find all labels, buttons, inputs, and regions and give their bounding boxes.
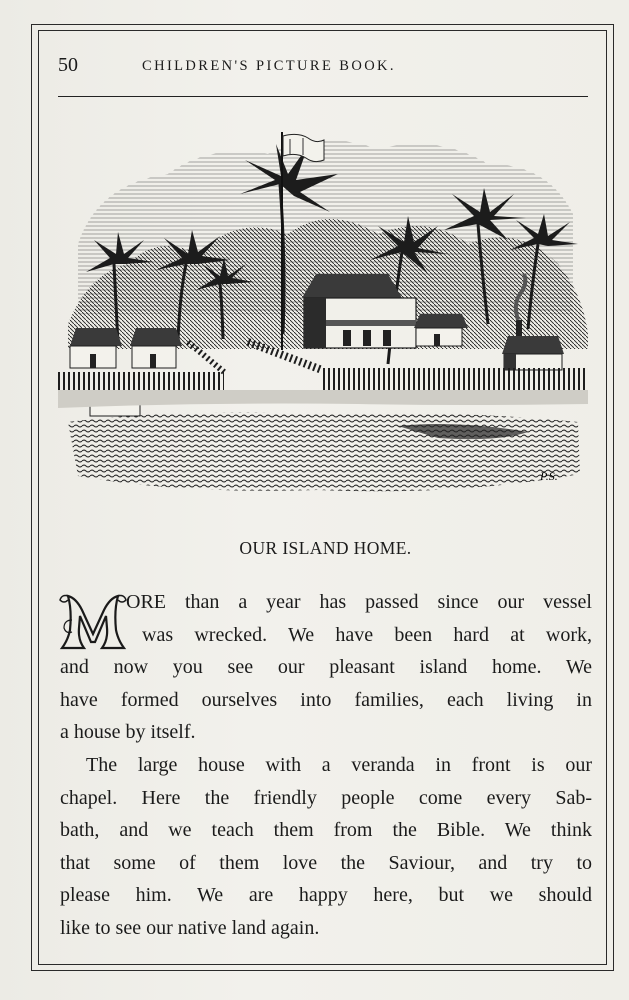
water	[68, 412, 580, 491]
paragraph2-line: The large house with a veranda in front is our	[86, 753, 592, 776]
paragraph1-line: ORE than a year has passed since our vessel	[126, 591, 592, 613]
paragraph2-line: please him. We are happy here, but we should	[60, 884, 592, 907]
page-number: 50	[58, 54, 78, 76]
paragraph2-line: bath, and we teach them from the Bible. We think	[60, 819, 592, 842]
paragraph1-line: have formed ourselves into families, each living in	[60, 688, 592, 711]
paragraph2-line: chapel. Here the friendly people come every Sab-	[60, 786, 592, 809]
illustration-caption: OUR ISLAND HOME.	[239, 538, 412, 558]
paragraph2-line: like to see our native land again.	[60, 916, 320, 939]
paragraph1-line: was wrecked. We have been hard at work,	[142, 623, 592, 646]
engraving-svg	[58, 124, 590, 506]
page-header	[58, 52, 588, 86]
drop-cap	[58, 590, 128, 650]
paragraph1-line: and now you see our pleasant island home. We	[60, 656, 592, 679]
engraver-signature: P.S.	[540, 469, 558, 483]
paragraph1-line: a house by itself.	[60, 721, 196, 744]
body-text	[60, 586, 592, 945]
shore-ground	[58, 390, 588, 408]
paragraph2-line: that some of them love the Saviour, and try to	[60, 851, 592, 874]
drop-cap-ornament	[58, 590, 128, 652]
running-title: CHILDREN'S PICTURE BOOK.	[142, 58, 396, 74]
island-engraving	[58, 124, 590, 506]
header-rule	[58, 96, 588, 97]
